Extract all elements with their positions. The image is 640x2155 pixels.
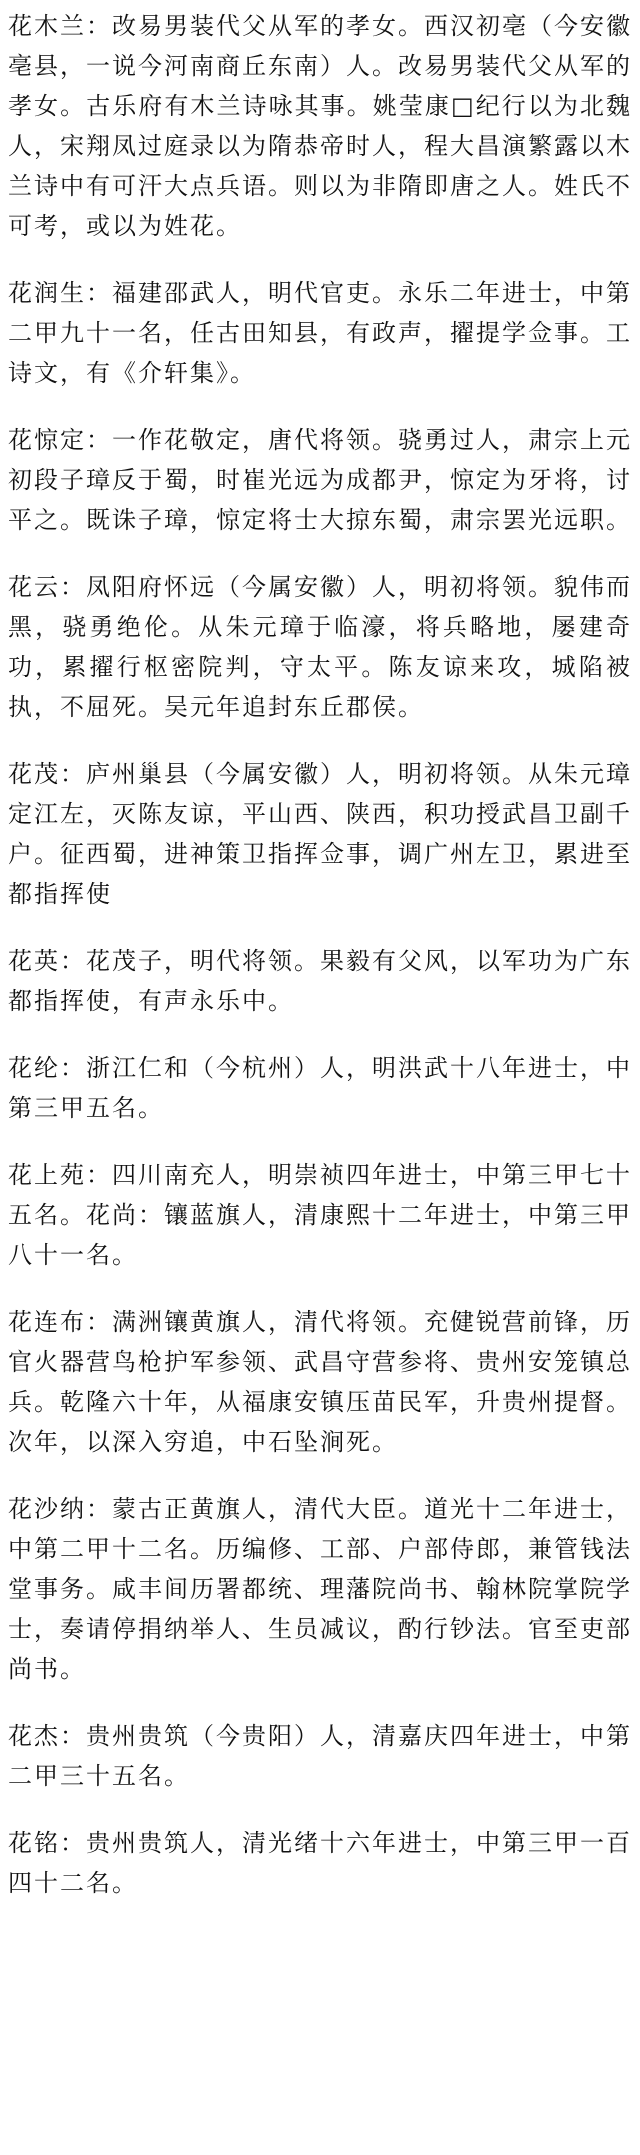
entry-hua-ying xyxy=(8,941,632,1021)
entry-text: 凤阳府怀远（今属安徽）人，明初将领。貌伟而黑，骁勇绝伦。从朱元璋于临濠，将兵略地，屡建奇功，累擢行枢密院判，守太平。陈友谅来攻，城陷被执，不屈死。吴元年追封东丘郡侯。 xyxy=(8,573,632,721)
entry-hua-yun xyxy=(8,567,632,727)
entry-name: 花铭： xyxy=(8,1829,86,1857)
entry-text: 满洲镶黄旗人，清代将领。充健锐营前锋，历官火器营鸟枪护军参领、武昌守营参将、贵州安笼镇总兵。乾隆六十年，从福康安镇压苗民军，升贵州提督。次年，以深入穷追，中石坠涧死。 xyxy=(8,1308,632,1456)
entry-text: 福建邵武人，明代官吏。永乐二年进士，中第二甲九十一名，任古田知县，有政声，擢提学佥事。工诗文，有《介轩集》。 xyxy=(8,279,632,387)
entry-name: 花杰： xyxy=(8,1722,86,1750)
entry-text: 浙江仁和（今杭州）人，明洪武十八年进士，中第三甲五名。 xyxy=(8,1054,632,1122)
entry-text: 庐州巢县（今属安徽）人，明初将领。从朱元璋定江左，灭陈友谅，平山西、陕西，积功授武昌卫副千户。征西蜀，进神策卫指挥佥事，调广州左卫，累进至都指挥使 xyxy=(8,760,632,908)
entry-name: 花润生： xyxy=(8,279,112,307)
entry-hua-lianbu xyxy=(8,1302,632,1462)
entry-name: 花惊定： xyxy=(8,426,112,454)
entry-text: 贵州贵筑人，清光绪十六年进士，中第三甲一百四十二名。 xyxy=(8,1829,632,1897)
entry-hua-jingding xyxy=(8,420,632,540)
entry-name: 花木兰： xyxy=(8,12,112,40)
entry-hua-shana xyxy=(8,1489,632,1689)
entry-text: 蒙古正黄旗人，清代大臣。道光十二年进士，中第二甲十二名。历编修、工部、户部侍郎，兼管钱法堂事务。咸丰间历署都统、理藩院尚书、翰林院掌院学士，奏请停捐纳举人、生员减议，酌行钞法。官至吏部尚书。 xyxy=(8,1495,632,1683)
entry-text: 四川南充人，明崇祯四年进士，中第三甲七十五名。花尚：镶蓝旗人，清康熙十二年进士，中第三甲八十一名。 xyxy=(8,1161,632,1269)
entry-text: 改易男装代父从军的孝女。西汉初亳（今安徽亳县，一说今河南商丘东南）人。改易男装代父从军的孝女。古乐府有木兰诗咏其事。姚莹康□纪行以为北魏人，宋翔凤过庭录以为隋恭帝时人，程大昌演繁露以木兰诗中有可汗大点兵语。则以为非隋即唐之人。姓氏不可考，或以为姓花。 xyxy=(8,12,632,240)
entry-name: 花上苑： xyxy=(8,1161,112,1189)
entry-text: 贵州贵筑（今贵阳）人，清嘉庆四年进士，中第二甲三十五名。 xyxy=(8,1722,632,1790)
entry-hua-lun xyxy=(8,1048,632,1128)
entry-hua-mao xyxy=(8,754,632,914)
entry-hua-runsheng xyxy=(8,273,632,393)
entry-name: 花茂： xyxy=(8,760,86,788)
entry-name: 花连布： xyxy=(8,1308,112,1336)
entry-hua-shangyuan xyxy=(8,1155,632,1275)
entry-hua-ming xyxy=(8,1823,632,1903)
entry-hua-jie xyxy=(8,1716,632,1796)
entry-name: 花云： xyxy=(8,573,86,601)
entry-name: 花英： xyxy=(8,947,86,975)
entry-hua-mulan xyxy=(8,6,632,246)
entry-name: 花纶： xyxy=(8,1054,86,1082)
entry-text: 一作花敬定，唐代将领。骁勇过人，肃宗上元初段子璋反于蜀，时崔光远为成都尹，惊定为牙将，讨平之。既诛子璋，惊定将士大掠东蜀，肃宗罢光远职。 xyxy=(8,426,632,534)
entry-text: 花茂子，明代将领。果毅有父风，以军功为广东都指挥使，有声永乐中。 xyxy=(8,947,632,1015)
entry-name: 花沙纳： xyxy=(8,1495,112,1523)
